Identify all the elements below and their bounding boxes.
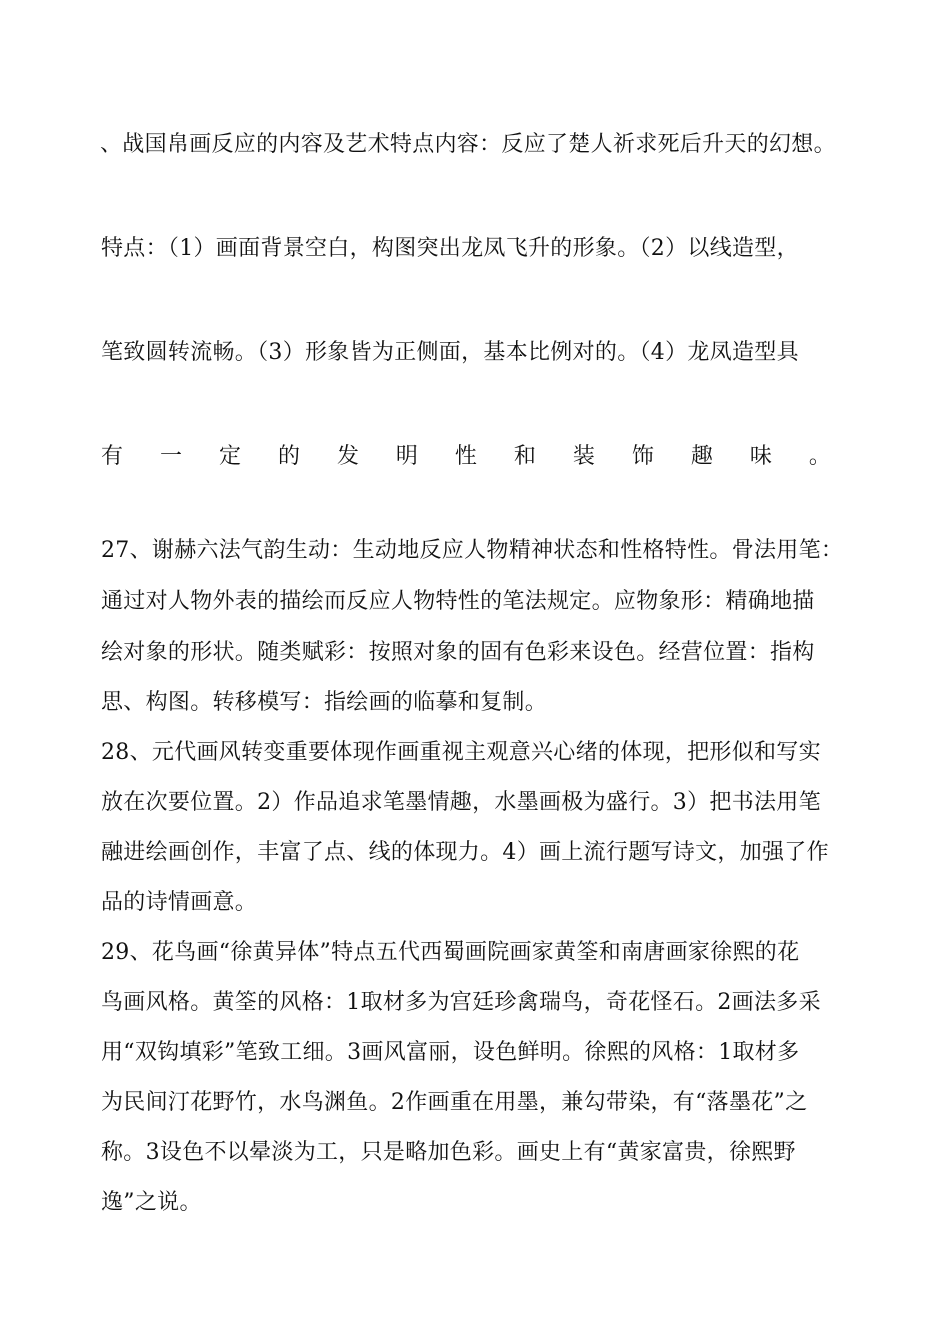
justified-line: [101, 442, 831, 472]
paragraph-line: 用“双钩填彩”笔致工细。3画风富丽，设色鲜明。徐熙的风格：1取材多: [101, 1040, 800, 1065]
paragraph-line: 、战国帛画反应的内容及艺术特点内容：反应了楚人祈求死后升天的幻想。: [100, 132, 836, 157]
justified-char: 明: [395, 444, 418, 469]
justified-char: 一: [159, 444, 182, 469]
paragraph-line: 品的诗情画意。: [101, 890, 258, 915]
justified-char: 饰: [631, 444, 654, 469]
paragraph-line: 特点：（1）画面背景空白，构图突出龙凤飞升的形象。（2）以线造型，: [101, 236, 799, 261]
justified-char: 性: [454, 444, 477, 469]
paragraph-line: 思、构图。转移模写：指绘画的临摹和复制。: [101, 690, 548, 715]
justified-char: 装: [572, 444, 595, 469]
paragraph-line: 笔致圆转流畅。（3）形象皆为正侧面，基本比例对的。（4）龙凤造型具: [101, 340, 799, 365]
paragraph-line: 融进绘画创作，丰富了点、线的体现力。4）画上流行题写诗文，加强了作: [101, 840, 829, 865]
paragraph-line: 称。3设色不以晕淡为工，只是略加色彩。画史上有“黄家富贵，徐熙野: [101, 1140, 796, 1165]
justified-char: 和: [513, 444, 536, 469]
paragraph-line: 为民间汀花野竹，水鸟渊鱼。2作画重在用墨，兼勾带染，有“落墨花”之: [101, 1090, 808, 1115]
paragraph-line: 绘对象的形状。随类赋彩：按照对象的固有色彩来设色。经营位置：指构: [101, 640, 815, 665]
paragraph-line: 放在次要位置。2）作品追求笔墨情趣，水墨画极为盛行。3）把书法用笔: [101, 790, 821, 815]
paragraph-line: 27、谢赫六法气韵生动：生动地反应人物精神状态和性格特性。骨法用笔：: [101, 538, 844, 563]
justified-char: 定: [218, 444, 241, 469]
paragraph-line: 28、元代画风转变重要体现作画重视主观意兴心绪的体现，把形似和写实: [101, 740, 821, 765]
paragraph-line: 29、花鸟画“徐黄异体”特点五代西蜀画院画家黄筌和南唐画家徐熙的花: [101, 940, 800, 965]
paragraph-line: 鸟画风格。黄筌的风格：1取材多为宫廷珍禽瑞鸟，奇花怪石。2画法多采: [101, 990, 821, 1015]
justified-char: 。: [808, 444, 831, 469]
justified-char: 有: [101, 444, 124, 469]
justified-char: 味: [749, 444, 772, 469]
paragraph-line: 通过对人物外表的描绘而反应人物特性的笔法规定。应物象形：精确地描: [101, 589, 815, 614]
justified-char: 的: [277, 444, 300, 469]
justified-char: 趣: [690, 444, 713, 469]
justified-char: 发: [336, 444, 359, 469]
paragraph-line: 逸”之说。: [101, 1190, 202, 1215]
